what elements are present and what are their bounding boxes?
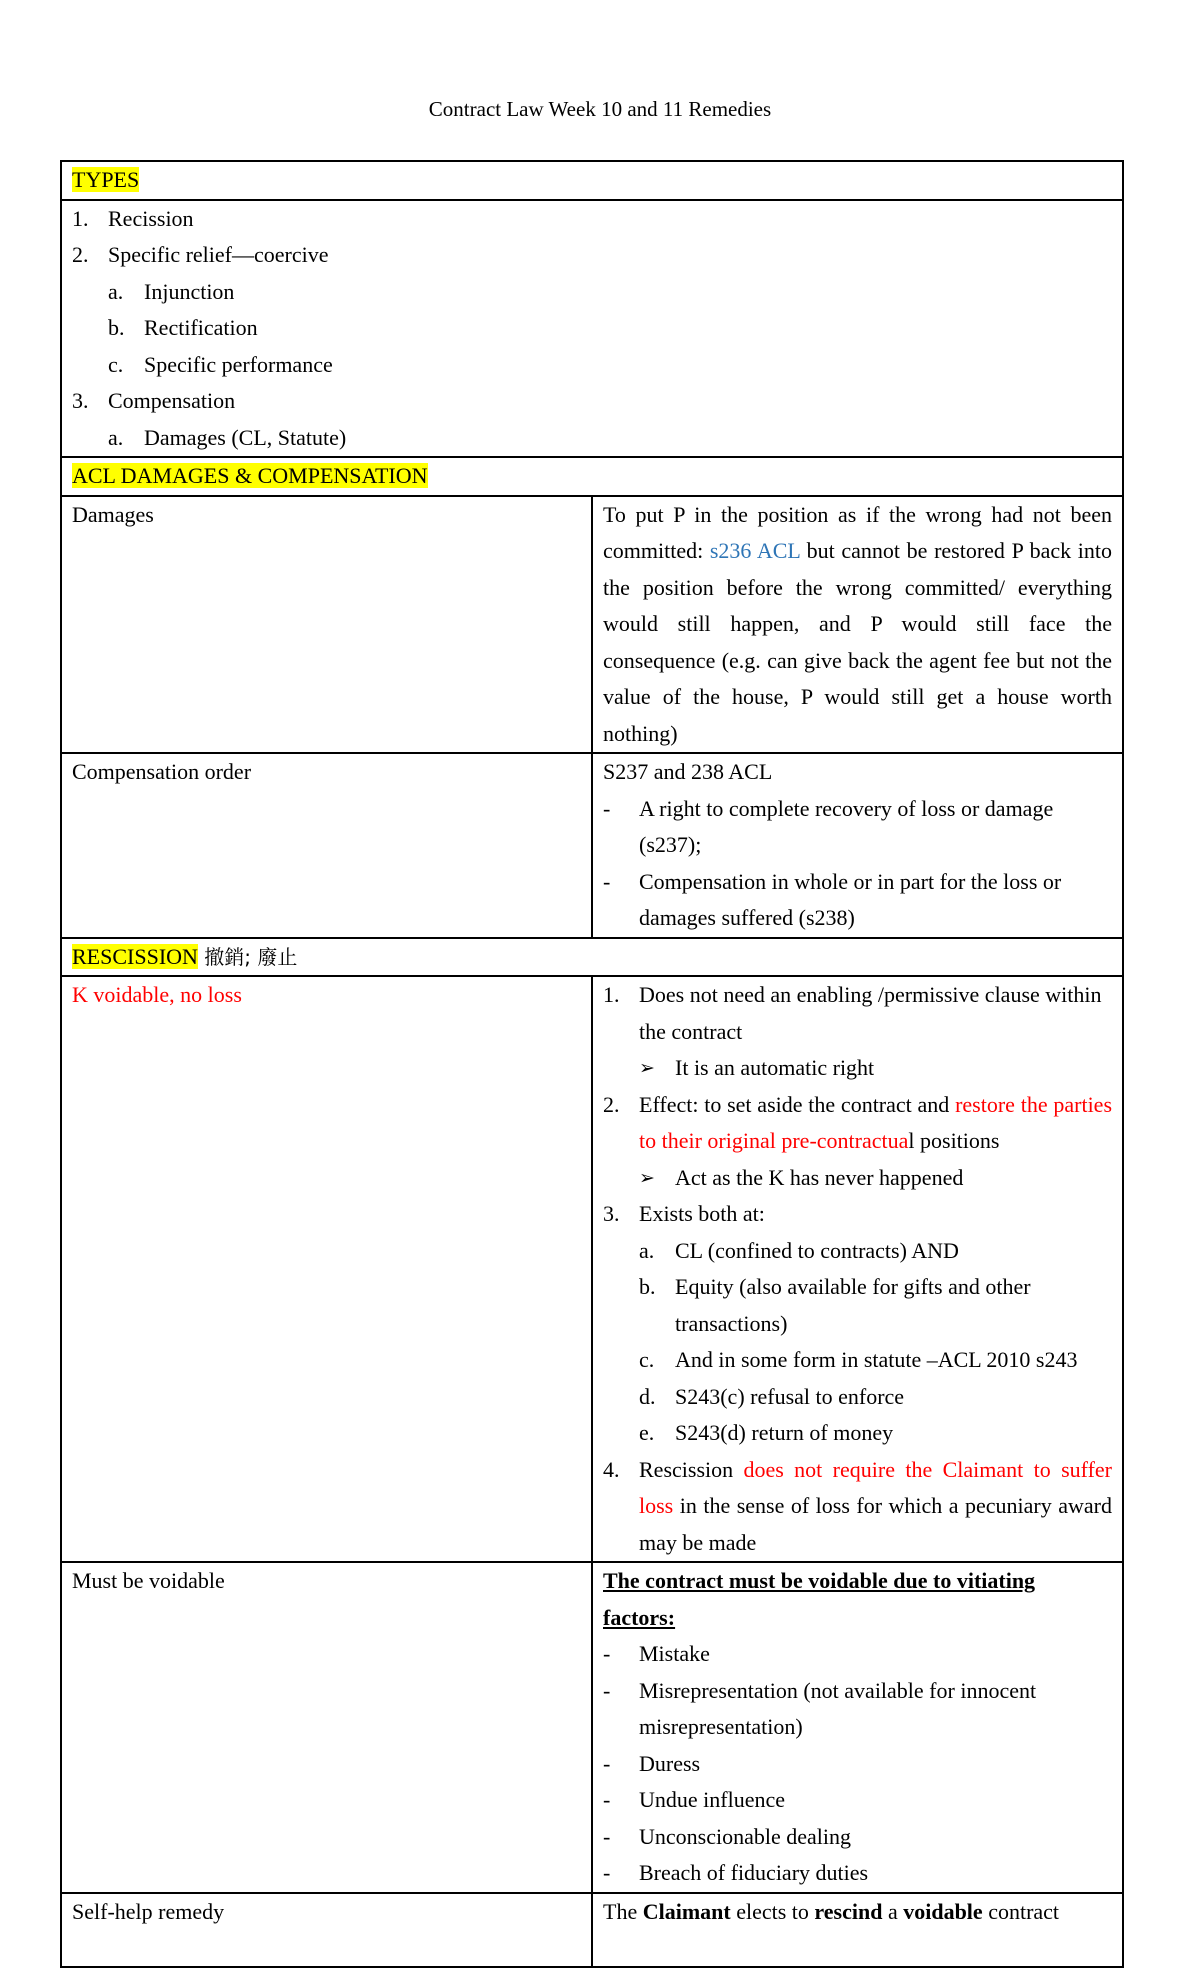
damages-row	[61, 496, 1123, 754]
compensation-content	[592, 753, 1123, 938]
rescission-heading: RESCISSION	[72, 943, 198, 969]
acl-header-row	[61, 457, 1123, 496]
voidable-no-loss-row	[61, 976, 1123, 1562]
list-item: - Duress	[603, 1750, 701, 1776]
types-list-row	[61, 200, 1123, 458]
list-item: c. Specific performance	[108, 351, 333, 377]
list-item: 1. Does not need an enabling /permissive clause within the contract	[603, 982, 1102, 1044]
list-item: a. Damages (CL, Statute)	[108, 424, 347, 450]
list-item: 3. Compensation	[72, 388, 236, 413]
rescission-header-row	[61, 938, 1123, 977]
list-item: a. CL (confined to contracts) AND	[639, 1237, 959, 1263]
must-be-voidable-label: Must be voidable	[61, 1562, 592, 1893]
acl-heading: ACL DAMAGES & COMPENSATION	[72, 463, 428, 488]
list-item: ➢ It is an automatic right	[603, 1050, 1112, 1087]
types-header-cell	[61, 161, 1123, 200]
damages-label: Damages	[61, 496, 592, 754]
must-be-voidable-content	[592, 1562, 1123, 1893]
list-item: d. S243(c) refusal to enforce	[639, 1383, 905, 1409]
list-item: - Breach of fiduciary duties	[603, 1860, 869, 1885]
compensation-label: Compensation order	[61, 753, 592, 938]
statute-reference: s236 ACL	[709, 538, 801, 563]
voidable-heading: The contract must be voidable due to vitiating factors:	[603, 1568, 1036, 1630]
self-help-label: Self-help remedy	[61, 1893, 592, 1967]
voidable-no-loss-label: K voidable, no loss	[61, 976, 592, 1562]
self-help-content: The Claimant elects to rescind a voidable contract	[592, 1893, 1123, 1967]
list-item: - Compensation in whole or in part for the loss or damages suffered (s238)	[603, 868, 1062, 930]
rescission-heading-cjk: 撤銷; 廢止	[197, 944, 298, 969]
document-title: Contract Law Week 10 and 11 Remedies	[428, 97, 772, 121]
list-item: b. Rectification	[108, 315, 258, 340]
arrow-bullet-icon: ➢	[639, 1057, 655, 1079]
list-item: b. Equity (also available for gifts and other transactions)	[639, 1274, 1031, 1336]
list-item: e. S243(d) return of money	[639, 1420, 894, 1445]
list-item: 2. Effect: to set aside the contract and restore the parties to their original pre-contractual positions	[603, 1091, 1113, 1153]
damages-content: To put P in the position as if the wrong had not been committed: s236 ACL but cannot be restored P back into the position before the wrong committed/ everything would still happen, and P would still face the consequence (e.g. can give back the agent fee but not the value of the house, P would still get a house worth nothing)	[592, 496, 1123, 754]
self-help-row	[61, 1893, 1123, 1967]
list-item: 3. Exists both at:	[603, 1201, 765, 1226]
list-item: - Unconscionable dealing	[603, 1823, 851, 1849]
list-item: ➢ Act as the K has never happened	[603, 1160, 1112, 1197]
compensation-row	[61, 753, 1123, 938]
list-item: - A right to complete recovery of loss or damage (s237);	[603, 795, 1054, 857]
rescission-header-cell	[61, 938, 1123, 977]
acl-header-cell	[61, 457, 1123, 496]
notes-table	[60, 160, 1124, 1968]
list-item: 1. Recission	[72, 205, 194, 231]
types-header-row	[61, 161, 1123, 200]
must-be-voidable-row	[61, 1562, 1123, 1893]
types-heading: TYPES	[72, 167, 140, 192]
types-list-cell	[61, 200, 1123, 458]
list-item: 4. Rescission does not require the Claimant to suffer loss in the sense of loss for which a pecuniary award may be made	[603, 1456, 1112, 1555]
voidable-no-loss-content	[592, 976, 1123, 1562]
list-item: - Undue influence	[603, 1787, 785, 1812]
compensation-heading: S237 and 238 ACL	[603, 759, 773, 784]
list-item: a. Injunction	[108, 278, 235, 304]
list-item: 2. Specific relief—coercive	[72, 242, 329, 267]
list-item: - Mistake	[603, 1641, 710, 1666]
list-item: - Misrepresentation (not available for innocent misrepresentation)	[603, 1677, 1037, 1739]
arrow-bullet-icon: ➢	[639, 1166, 655, 1189]
list-item: c. And in some form in statute –ACL 2010 s243	[639, 1347, 1078, 1372]
